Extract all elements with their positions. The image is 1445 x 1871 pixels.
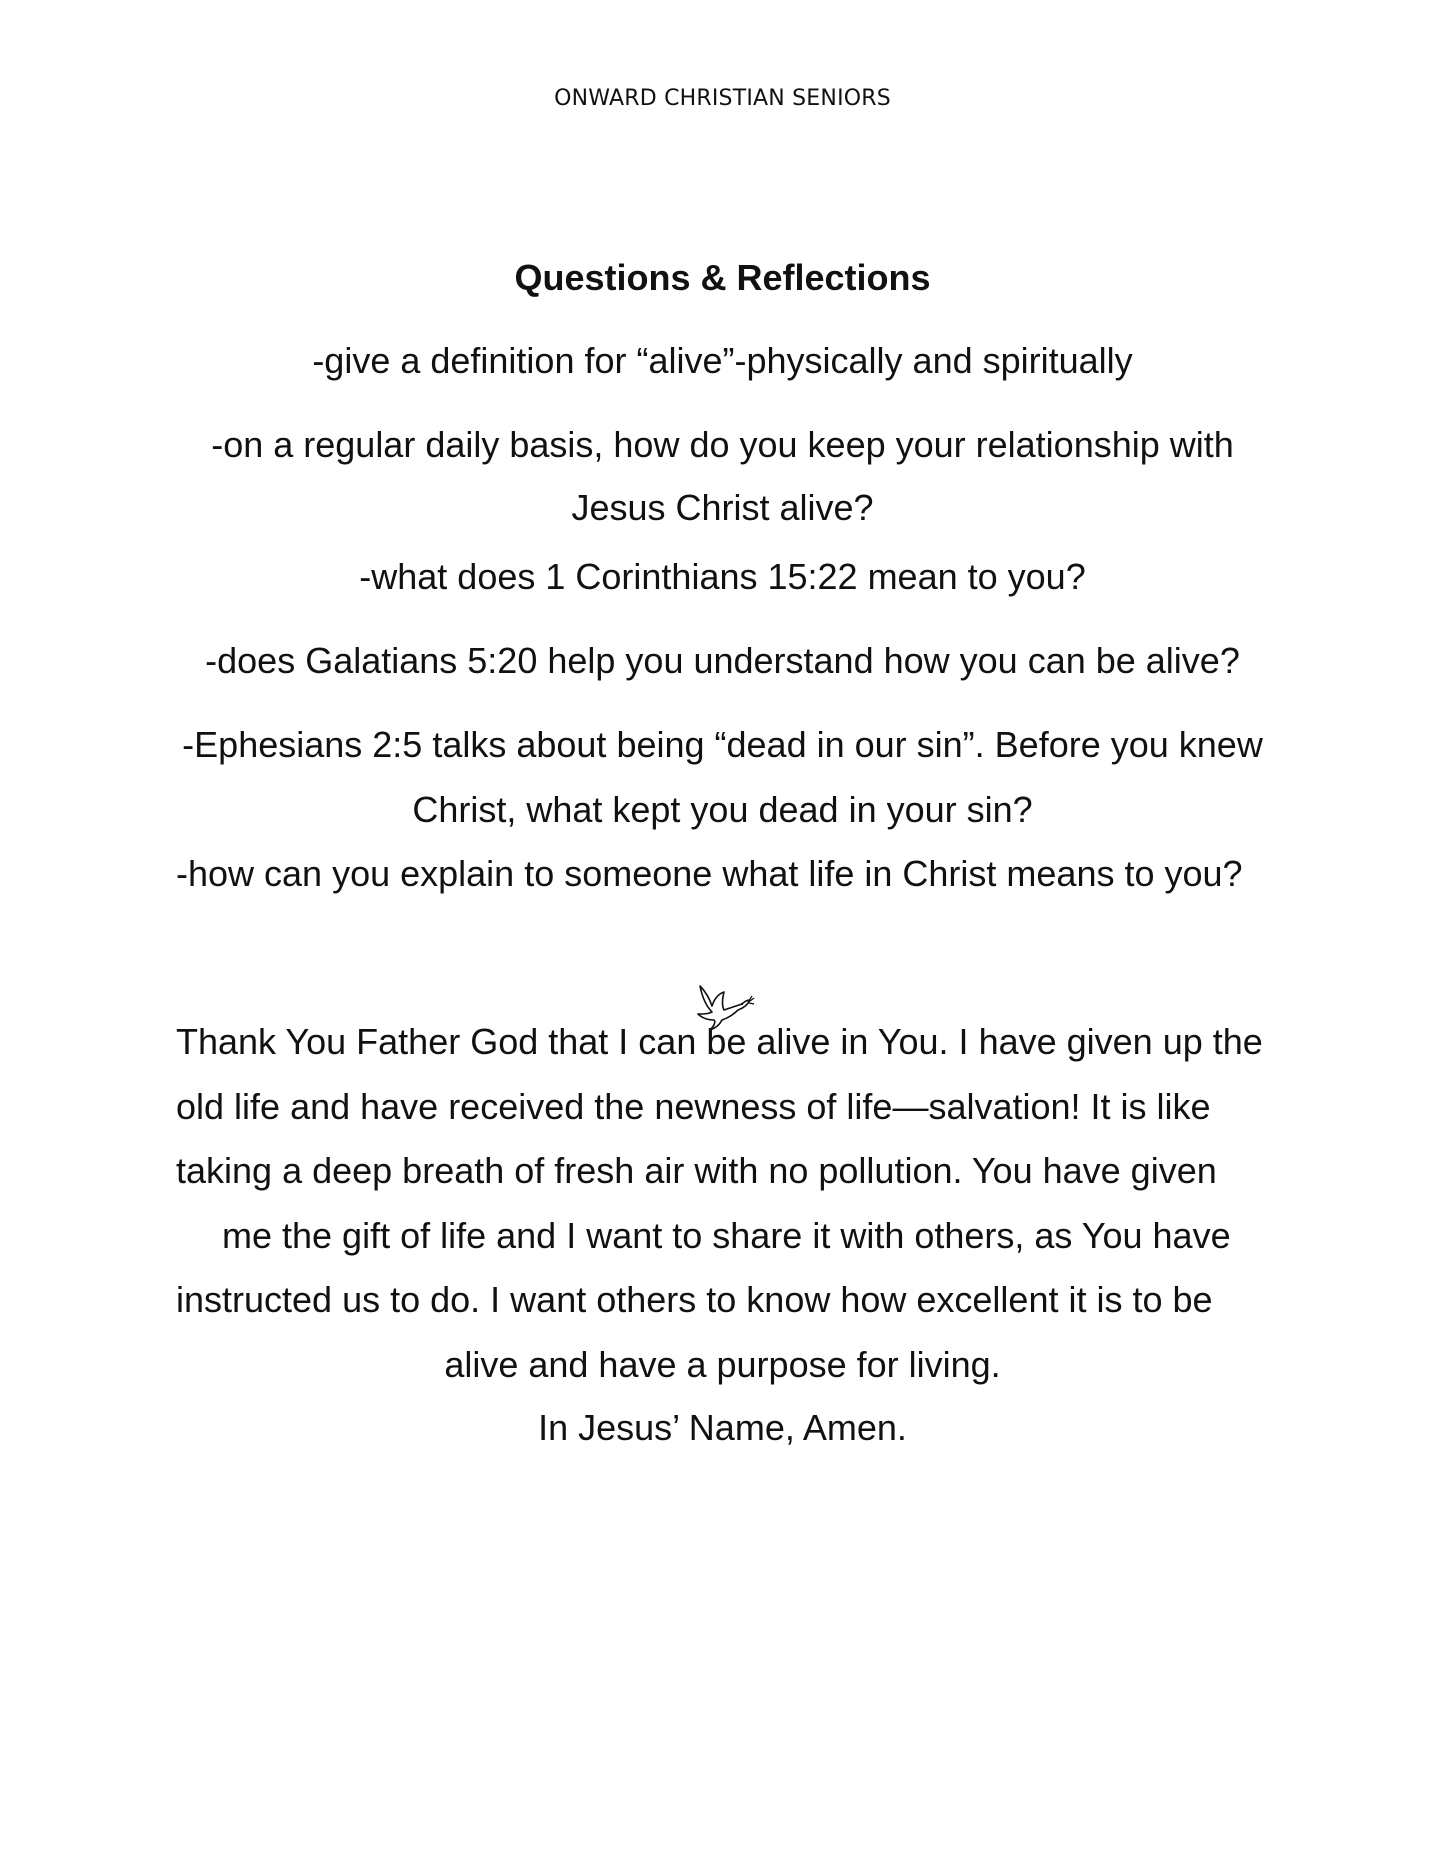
prayer-line: taking a deep breath of fresh air with no pollution. You have given xyxy=(176,1150,1217,1191)
prayer-line: me the gift of life and I want to share it with others, as You have xyxy=(222,1215,1231,1256)
prayer-line: instructed us to do. I want others to know how excellent it is to be xyxy=(176,1279,1213,1320)
question-line: -Ephesians 2:5 talks about being “dead in our sin”. Before you knew xyxy=(182,724,1263,765)
question-line: -give a definition for “alive”-physically and spiritually xyxy=(312,340,1133,381)
prayer-line: old life and have received the newness of life—salvation! It is like xyxy=(176,1086,1211,1127)
section-title: Questions & Reflections xyxy=(514,257,931,298)
question-line: -does Galatians 5:20 help you understand how you can be alive? xyxy=(205,640,1240,681)
question-line: -on a regular daily basis, how do you keep your relationship with xyxy=(211,424,1234,465)
prayer-line: Thank You Father God that I can be alive in You. I have given up the xyxy=(176,1021,1263,1062)
page-header: ONWARD CHRISTIAN SENIORS xyxy=(554,86,891,111)
prayer-line: alive and have a purpose for living. xyxy=(444,1344,1001,1385)
question-line: -how can you explain to someone what life in Christ means to you? xyxy=(176,853,1243,894)
question-line: -what does 1 Corinthians 15:22 mean to you? xyxy=(359,556,1086,597)
prayer-closing: In Jesus’ Name, Amen. xyxy=(538,1407,907,1448)
question-line: Christ, what kept you dead in your sin? xyxy=(412,789,1033,830)
question-line: Jesus Christ alive? xyxy=(571,487,874,528)
